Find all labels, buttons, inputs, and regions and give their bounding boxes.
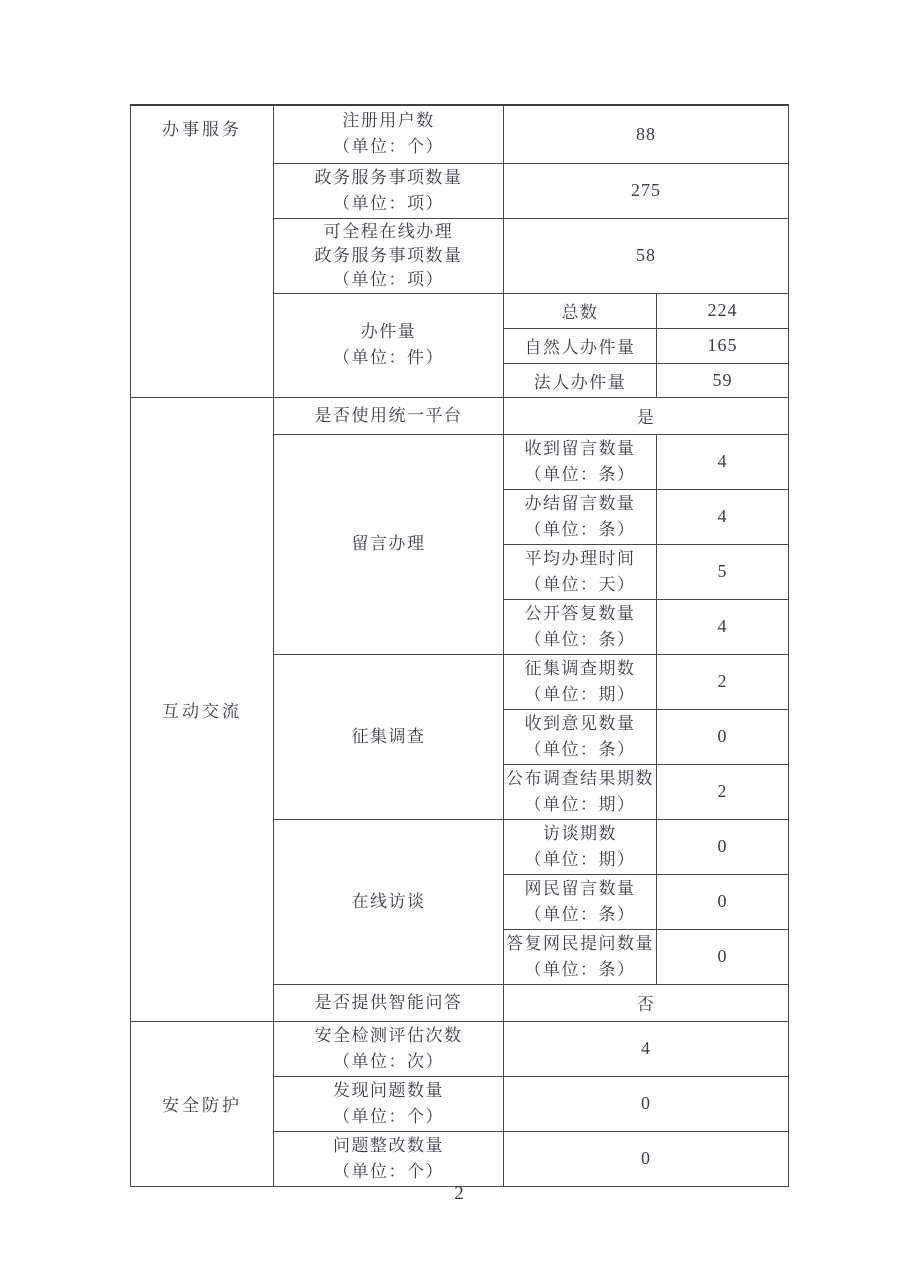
- subitem-label: 公开答复数量: [524, 603, 636, 623]
- item-unit: （单位：项）: [333, 193, 444, 213]
- subvalue-cell: 4: [657, 489, 789, 544]
- category-cell-security: 安全防护: [131, 1021, 274, 1186]
- subitem-label: 自然人办件量: [504, 328, 657, 363]
- subitem-label: 法人办件量: [504, 363, 657, 397]
- item-unit: （单位：个）: [333, 137, 444, 157]
- item-cell-unified-platform: [274, 397, 504, 434]
- item-label: 在线访谈: [351, 891, 426, 911]
- item-label: 办件量: [360, 322, 417, 341]
- subitem-unit: （单位：条）: [524, 519, 636, 539]
- subitem-cell: [504, 654, 657, 709]
- subvalue-cell: 0: [657, 874, 789, 929]
- subitem-unit: （单位：条）: [524, 739, 636, 759]
- subvalue-cell: 4: [657, 434, 789, 489]
- item-label: 安全检测评估次数: [314, 1025, 463, 1045]
- subitem-unit: （单位：期）: [524, 849, 636, 869]
- item-label-line2: 政务服务事项数量: [314, 245, 463, 265]
- value-cell: 0: [504, 1131, 789, 1186]
- item-unit: （单位：件）: [333, 348, 444, 367]
- subitem-cell: [504, 819, 657, 874]
- subitem-unit: （单位：条）: [524, 959, 636, 979]
- item-cell-problems-found: [274, 1076, 504, 1131]
- subitem-cell: [504, 599, 657, 654]
- subitem-unit: （单位：条）: [524, 629, 636, 649]
- subitem-label: 网民留言数量: [524, 878, 636, 898]
- subitem-label: 收到留言数量: [524, 438, 636, 458]
- item-label: 是否提供智能问答: [314, 992, 463, 1012]
- subitem-cell: [504, 709, 657, 764]
- subitem-unit: （单位：天）: [524, 574, 636, 594]
- category-cell-interaction: 互动交流: [131, 397, 274, 1021]
- subitem-label: 办结留言数量: [524, 493, 636, 513]
- item-cell-online-items: [274, 218, 504, 293]
- item-unit: （单位：个）: [333, 1161, 444, 1181]
- subvalue-cell: 165: [657, 328, 789, 363]
- subvalue-cell: 4: [657, 599, 789, 654]
- subvalue-cell: 5: [657, 544, 789, 599]
- subitem-cell: [504, 764, 657, 819]
- item-cell-survey: [274, 654, 504, 819]
- subitem-unit: （单位：期）: [524, 794, 636, 814]
- subvalue-cell: 0: [657, 929, 789, 984]
- item-cell-smart-qa: [274, 984, 504, 1021]
- item-label: 征集调查: [351, 726, 426, 746]
- table-row: [131, 1021, 789, 1076]
- item-label: 是否使用统一平台: [314, 405, 463, 425]
- value-cell: 58: [504, 218, 789, 293]
- subitem-label: 收到意见数量: [524, 713, 636, 733]
- page-number: 2: [454, 1183, 464, 1204]
- value-cell: 4: [504, 1021, 789, 1076]
- item-label: 可全程在线办理: [323, 221, 454, 241]
- value-cell: 275: [504, 163, 789, 218]
- table-row: [131, 105, 789, 163]
- item-cell-service-items: [274, 163, 504, 218]
- item-unit: （单位：项）: [333, 269, 444, 289]
- subvalue-cell: 2: [657, 764, 789, 819]
- subitem-label: 答复网民提问数量: [506, 933, 654, 953]
- subitem-unit: （单位：期）: [524, 684, 636, 704]
- item-cell-case-volume: [274, 293, 504, 397]
- value-cell: 88: [504, 105, 789, 163]
- subitem-cell: [504, 929, 657, 984]
- subitem-unit: （单位：条）: [524, 464, 636, 484]
- item-unit: （单位：次）: [333, 1051, 444, 1071]
- subitem-cell: [504, 434, 657, 489]
- subitem-cell: [504, 489, 657, 544]
- subitem-label: 总数: [504, 293, 657, 328]
- subvalue-cell: 0: [657, 819, 789, 874]
- table-row: [131, 397, 789, 434]
- category-cell-service: 办事服务: [131, 105, 274, 397]
- subitem-unit: （单位：条）: [524, 904, 636, 924]
- subvalue-cell: 224: [657, 293, 789, 328]
- value-cell: 0: [504, 1076, 789, 1131]
- item-label: 注册用户数: [342, 111, 435, 131]
- item-label: 问题整改数量: [333, 1135, 444, 1155]
- item-unit: （单位：个）: [333, 1106, 444, 1126]
- subitem-label: 征集调查期数: [524, 658, 636, 678]
- item-cell-online-interview: [274, 819, 504, 984]
- value-cell: 否: [504, 984, 789, 1021]
- subvalue-cell: 2: [657, 654, 789, 709]
- subitem-label: 平均办理时间: [524, 548, 636, 568]
- item-cell-message-handling: [274, 434, 504, 654]
- subitem-cell: [504, 874, 657, 929]
- value-cell: 是: [504, 397, 789, 434]
- annual-report-table: [130, 104, 789, 1187]
- item-label: 留言办理: [351, 534, 426, 553]
- subvalue-cell: 0: [657, 709, 789, 764]
- item-cell-registered-users: [274, 105, 504, 163]
- subitem-cell: [504, 544, 657, 599]
- item-cell-security-checks: [274, 1021, 504, 1076]
- subitem-label: 公布调查结果期数: [506, 768, 654, 788]
- item-cell-problems-fixed: [274, 1131, 504, 1186]
- item-label: 发现问题数量: [333, 1080, 444, 1100]
- subvalue-cell: 59: [657, 363, 789, 397]
- subitem-label: 访谈期数: [543, 823, 617, 843]
- item-label: 政务服务事项数量: [314, 167, 463, 187]
